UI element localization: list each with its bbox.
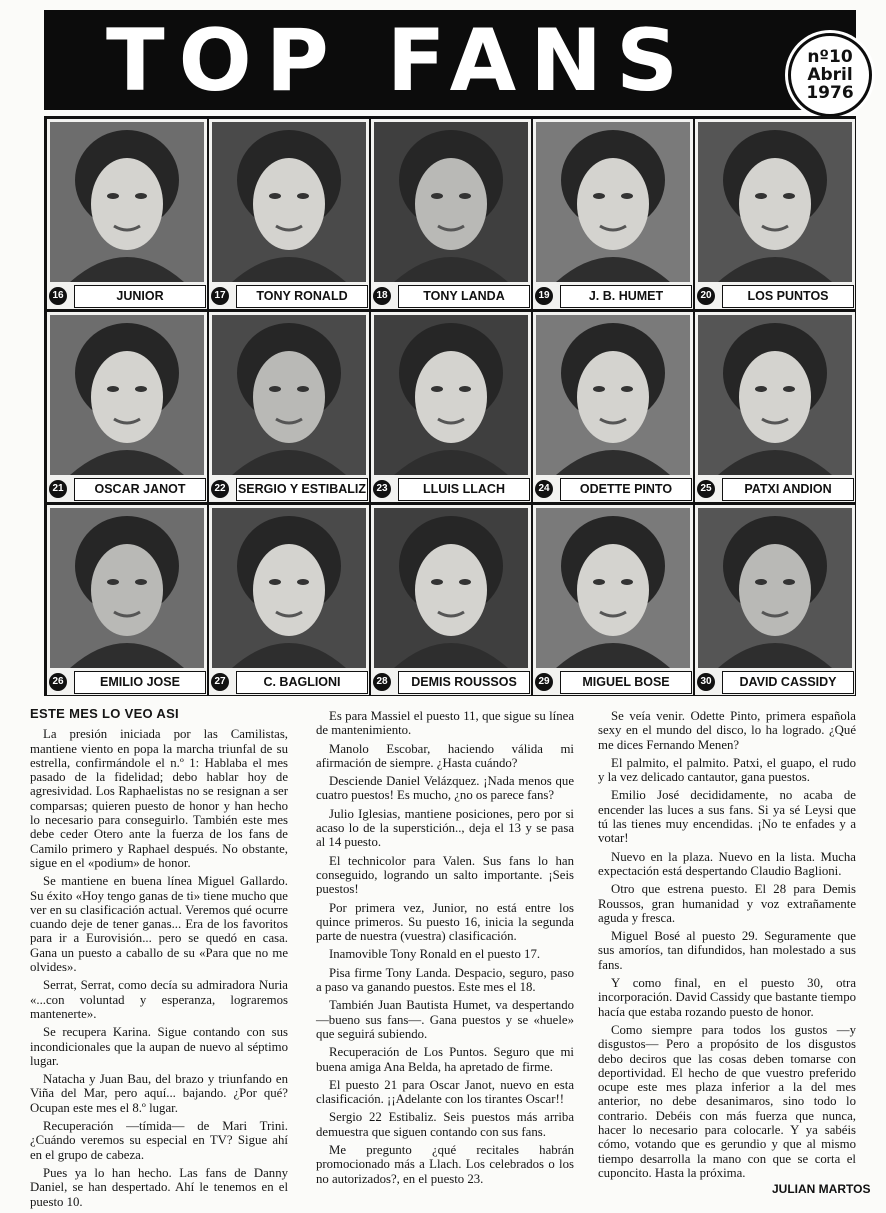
artist-name: LLUIS LLACH	[398, 478, 530, 501]
rank-number: 20	[697, 287, 715, 305]
article-column-1	[30, 707, 288, 1213]
article-paragraph: El technicolor para Valen. Sus fans lo han conseguido, logrando un salto importante. ¡Seis puestos!	[316, 853, 574, 897]
article-paragraph: Recuperación —tímida— de Mari Trini. ¿Cuándo veremos su especial en TV? Sigue ahí en el grupo de cabeza.	[30, 1119, 288, 1162]
artist-photo	[212, 315, 366, 475]
article-paragraph: La presión iniciada por las Camilistas, mantiene viento en popa la marcha triunfal de su estrella, confirmándole el n.º 1: Hablaba el mes pasado de la fidelidad; debo hablar hoy de agresividad. Los Raphaelistas no se resignan a ser comparsas; quieren puesto de honor y han hecho lo necesario para conseguirlo. También este mes debe ceder Otero ante la fuerza de los fans de Camilo primero y Raphael después. No obstante, sigue en el «podium» de honor.	[30, 727, 288, 870]
rank-number: 19	[535, 287, 553, 305]
ranking-card	[695, 119, 855, 309]
article-paragraph: Emilio José decididamente, no acaba de encender las luces a sus fans. Si ya sé Leysi que tú las tienes muy encendidas. ¡No te enfades y a votar!	[598, 788, 856, 846]
issue-number: nº10	[807, 47, 853, 67]
artist-name: DEMIS ROUSSOS	[398, 671, 530, 694]
artist-photo	[698, 508, 852, 668]
rank-number: 26	[49, 673, 67, 691]
article-paragraph: Otro que estrena puesto. El 28 para Demis Roussos, gran humanidad y voz extrañamente aguda y fresca.	[598, 882, 856, 925]
rank-number: 29	[535, 673, 553, 691]
artist-name: OSCAR JANOT	[74, 478, 206, 501]
article-paragraph: Como siempre para todos los gustos —y disgustos— Pero a propósito de los disgustos debo deciros que las cosas deben tomarse con deportividad. El hecho de que vuestro preferido ocupe este mes plaza inferior a la del mes anterior, no debe desanimaros, sino todo lo contrario. Debéis con más fuerza que nunca, hacer lo necesario para colocarle. Y ya sabéis cómo, votando que es gerundio y que al mismo tiempo desarrolla la mano con que se corta el cuponcito. Hasta la próxima.	[598, 1022, 856, 1180]
article-paragraph: Y como final, en el puesto 30, otra incorporación. David Cassidy que bastante tiempo hacía que estaba rozando puesto de honor.	[598, 976, 857, 1019]
artist-name: ODETTE PINTO	[560, 478, 692, 501]
article-paragraph: Sergio 22 Estibaliz. Seis puestos más arriba demuestra que siguen contando con sus fans.	[316, 1110, 574, 1139]
article-paragraph: Manolo Escobar, haciendo válida mi afirmación de siempre. ¿Hasta cuándo?	[316, 741, 574, 770]
rank-number: 18	[373, 287, 391, 305]
article-paragraph: Inamovible Tony Ronald en el puesto 17.	[329, 947, 541, 962]
issue-year: 1976	[806, 83, 854, 103]
ranking-card	[695, 312, 855, 502]
article-paragraph: Se recupera Karina. Sigue contando con sus incondicionales que la aupan de nuevo al séptimo lugar.	[30, 1025, 288, 1068]
artist-name: C. BAGLIONI	[236, 671, 368, 694]
ranking-card	[533, 312, 693, 502]
ranking-card	[371, 505, 531, 695]
article-paragraph: También Juan Bautista Humet, va despertando —bueno sus fans—. Gana puestos y se «huele» que seguirá subiendo.	[316, 998, 574, 1041]
article-paragraph: El puesto 21 para Oscar Janot, nuevo en esta clasificación. ¡¡Adelante con los tirantes Oscar!!	[316, 1077, 574, 1107]
artist-photo	[536, 508, 690, 668]
ranking-card	[209, 505, 369, 695]
artist-photo	[50, 315, 204, 475]
rank-number: 23	[373, 480, 391, 498]
artist-photo	[698, 122, 852, 282]
artist-name: LOS PUNTOS	[722, 285, 854, 308]
article-paragraph: Natacha y Juan Bau, del brazo y triunfando en Viña del Mar, pero aquí... bajando. ¿Por qué? Ocupan este mes el 8.º lugar.	[30, 1072, 288, 1115]
author-signature: JULIAN MARTOS	[772, 1182, 871, 1196]
artist-name: J. B. HUMET	[560, 285, 692, 308]
rank-number: 25	[697, 480, 715, 498]
article-paragraph: Recuperación de Los Puntos. Seguro que mi buena amiga Ana Belda, ha apretado de firme.	[316, 1045, 574, 1074]
artist-photo	[536, 122, 690, 282]
ranking-card	[47, 505, 207, 695]
article-paragraph: Miguel Bosé al puesto 29. Seguramente que sus amoríos, tan difundidos, han molestado a sus fans.	[598, 929, 856, 972]
article-paragraph: Se mantiene en buena línea Miguel Gallardo. Su éxito «Hoy tengo ganas de ti» tiene mucho que ver en su clasificación actual. Veremos qué ocurre cuando deje de tener ganas... Era de los favoritos para ir a Eurovisión... pero se quedó en casa. Gana un puesto a caballo de su «Para que no me olvides».	[30, 874, 288, 975]
article-paragraph: Pues ya lo han hecho. Las fans de Danny Daniel, se han despertado. Ahí le tenemos en el puesto 10.	[30, 1165, 288, 1209]
ranking-card	[533, 119, 693, 309]
ranking-card	[371, 119, 531, 309]
article-paragraph: El palmito, el palmito. Patxi, el guapo, el rudo y la vez delicado cantautor, gana puestos.	[598, 755, 856, 785]
artist-photo	[374, 315, 528, 475]
artist-photo	[212, 122, 366, 282]
article-paragraph: Es para Massiel el puesto 11, que sigue su línea de mantenimiento.	[316, 709, 574, 738]
artist-photo	[50, 122, 204, 282]
issue-month: Abril	[807, 65, 853, 85]
rank-number: 24	[535, 480, 553, 498]
ranking-card	[209, 119, 369, 309]
ranking-grid	[44, 116, 856, 696]
rank-number: 22	[211, 480, 229, 498]
artist-name: JUNIOR	[74, 285, 206, 308]
article-paragraph: Nuevo en la plaza. Nuevo en la lista. Mucha expectación está despertando Claudio Baglioni.	[598, 849, 856, 878]
artist-name: EMILIO JOSE	[74, 671, 206, 694]
ranking-card	[371, 312, 531, 502]
ranking-card	[533, 505, 693, 695]
rank-number: 27	[211, 673, 229, 691]
article-paragraph: Me pregunto ¿qué recitales habrán promocionado más a Llach. Los celebrados o los no autorizados?, en el puesto 23.	[316, 1143, 574, 1186]
artist-name: TONY LANDA	[398, 285, 530, 308]
article-paragraph: Desciende Daniel Velázquez. ¡Nada menos que cuatro puestos! Es mucho, ¿no os parece fans?	[316, 774, 574, 803]
artist-photo	[212, 508, 366, 668]
article-paragraph: Pisa firme Tony Landa. Despacio, seguro, paso a paso va ganando puestos. Este mes el 18.	[316, 965, 574, 995]
artist-name: PATXI ANDION	[722, 478, 854, 501]
ranking-card	[695, 505, 855, 695]
artist-photo	[374, 508, 528, 668]
rank-number: 21	[49, 480, 67, 498]
issue-badge	[788, 33, 872, 117]
artist-photo	[536, 315, 690, 475]
article-paragraph: Julio Iglesias, mantiene posiciones, pero por si acaso lo de la superstición.., deja el 13 y se pasa al 14 puesto.	[316, 806, 574, 850]
artist-name: DAVID CASSIDY	[722, 671, 854, 694]
article-paragraph: Por primera vez, Junior, no está entre los quince primeros. Su puesto 16, inicia la segunda parte de nuestra (vuestra) clasificación.	[316, 900, 574, 944]
article-column-2	[316, 709, 574, 1190]
artist-photo	[374, 122, 528, 282]
article-paragraph: Se veía venir. Odette Pinto, primera española sexy en el mundo del disco, lo ha logrado. ¿Qué me dices Fernando Menen?	[598, 709, 856, 752]
rank-number: 17	[211, 287, 229, 305]
artist-name: SERGIO Y ESTIBALIZ	[236, 478, 368, 501]
ranking-card	[47, 119, 207, 309]
masthead-title: TOP FANS	[106, 11, 693, 111]
ranking-card	[47, 312, 207, 502]
ranking-card	[209, 312, 369, 502]
article-column-3	[598, 709, 856, 1184]
rank-number: 30	[697, 673, 715, 691]
rank-number: 28	[373, 673, 391, 691]
article-heading: ESTE MES LO VEO ASI	[30, 706, 179, 721]
artist-photo	[698, 315, 852, 475]
artist-name: TONY RONALD	[236, 285, 368, 308]
rank-number: 16	[49, 287, 67, 305]
article-paragraph: Serrat, Serrat, como decía su admiradora Nuria «...con voluntad y esperanza, lograremos mantenerte».	[30, 978, 288, 1021]
artist-photo	[50, 508, 204, 668]
artist-name: MIGUEL BOSE	[560, 671, 692, 694]
masthead-banner	[44, 10, 856, 110]
